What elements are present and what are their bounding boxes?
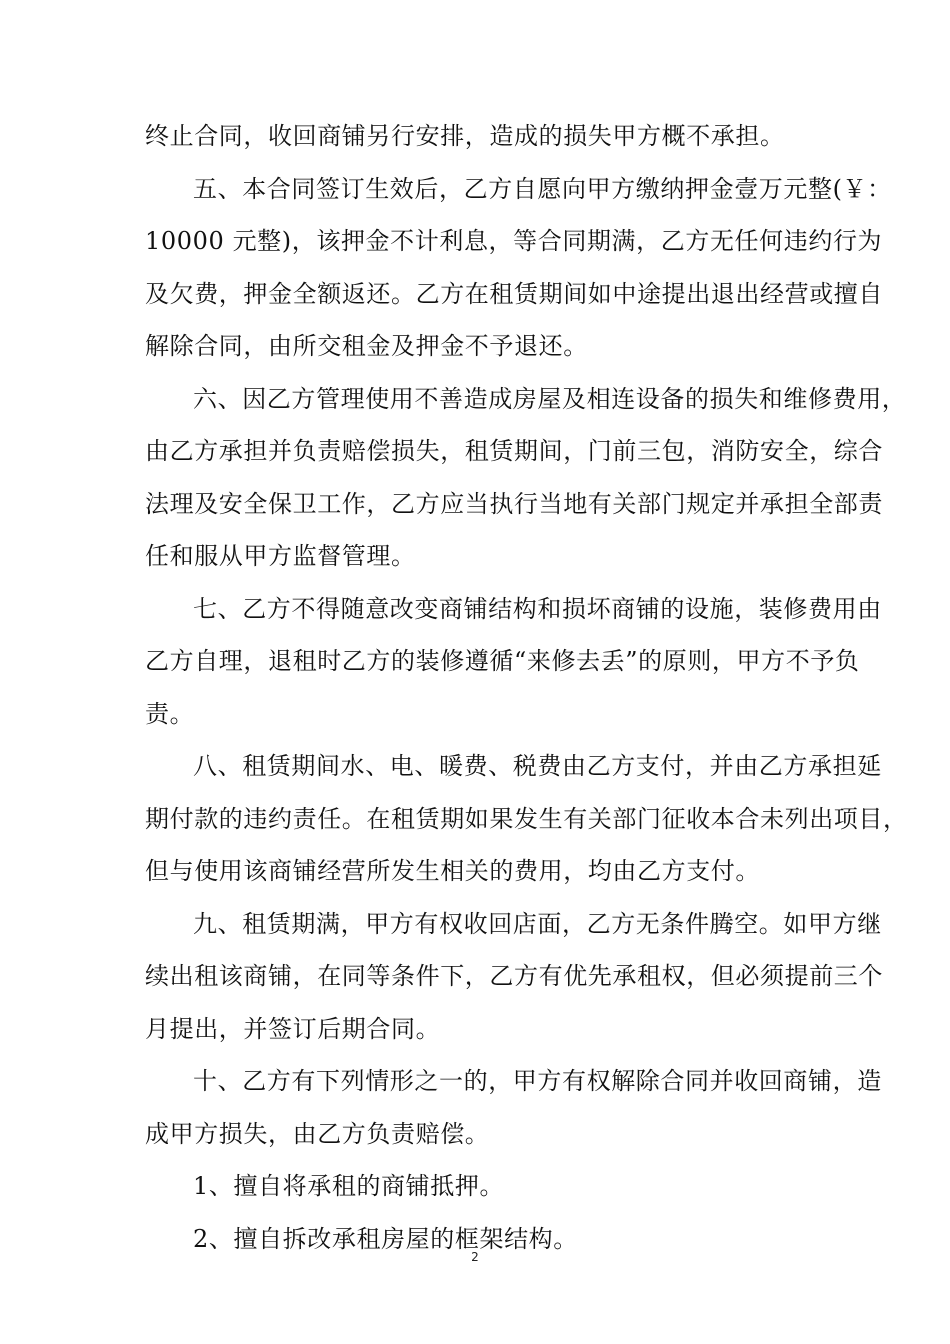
text-line: 九、租赁期满，甲方有权收回店面，乙方无条件腾空。如甲方继 xyxy=(193,909,882,938)
text-line: 五、本合同签订生效后，乙方自愿向甲方缴纳押金壹万元整(￥： xyxy=(193,174,892,203)
text-line: 但与使用该商铺经营所发生相关的费用，均由乙方支付。 xyxy=(145,857,760,885)
text-line: 10000 元整)，该押金不计利息，等合同期满，乙方无任何违约行为 xyxy=(145,227,883,255)
text-line: 任和服从甲方监督管理。 xyxy=(145,542,416,570)
text-line: 乙方自理，退租时乙方的装修遵循“来修去丢”的原则，甲方不予负 xyxy=(145,647,860,675)
text-line: 责。 xyxy=(145,699,195,728)
text-line: 1、擅自将承租的商铺抵押。 xyxy=(193,1172,505,1200)
text-line: 解除合同，由所交租金及押金不予退还。 xyxy=(145,332,588,360)
text-line: 终止合同，收回商铺另行安排，造成的损失甲方概不承担。 xyxy=(145,122,785,150)
text-line: 及欠费，押金全额返还。乙方在租赁期间如中途提出退出经营或擅自 xyxy=(145,279,883,308)
text-line: 成甲方损失，由乙方负责赔偿。 xyxy=(145,1119,490,1148)
text-line: 八、租赁期间水、电、暖费、税费由乙方支付，并由乙方承担延 xyxy=(193,752,882,780)
text-line: 由乙方承担并负责赔偿损失，租赁期间，门前三包，消防安全，综合 xyxy=(145,437,883,465)
page-number: 2 xyxy=(471,1250,479,1264)
text-line: 十、乙方有下列情形之一的，甲方有权解除合同并收回商铺，造 xyxy=(193,1067,882,1095)
text-line: 月提出，并签订后期合同。 xyxy=(145,1014,441,1043)
text-line: 续出租该商铺，在同等条件下，乙方有优先承租权，但必须提前三个 xyxy=(145,962,883,990)
text-line: 法理及安全保卫工作，乙方应当执行当地有关部门规定并承担全部责 xyxy=(145,489,883,518)
text-line: 期付款的违约责任。在租赁期如果发生有关部门征收本合未列出项目， xyxy=(145,804,908,833)
text-line: 2、擅自拆改承租房屋的框架结构。 xyxy=(193,1224,578,1253)
text-line: 七、乙方不得随意改变商铺结构和损坏商铺的设施，装修费用由 xyxy=(193,594,882,623)
text-line: 六、因乙方管理使用不善造成房屋及相连设备的损失和维修费用， xyxy=(193,384,907,413)
document-page xyxy=(145,110,908,1265)
